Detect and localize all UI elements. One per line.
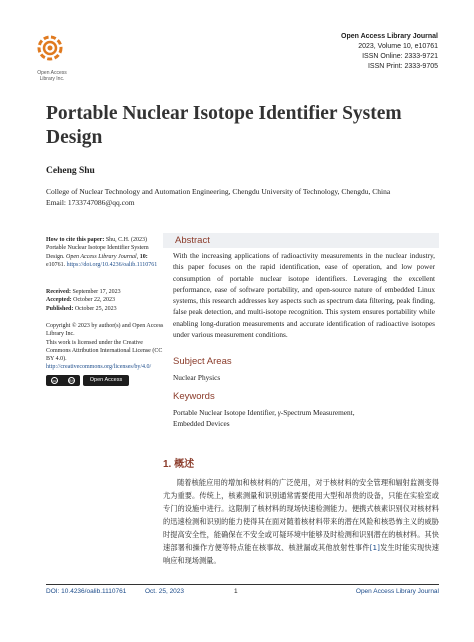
section-1-text — [163, 476, 439, 567]
issn-online: ISSN Online: 2333-9721 — [362, 53, 438, 60]
citation-block — [46, 236, 166, 269]
by-icon: BY — [69, 378, 75, 383]
subject-text: Nuclear Physics — [173, 373, 221, 382]
dates-block — [46, 288, 166, 313]
journal-volume: 2023, Volume 10, e10761 — [358, 43, 438, 50]
open-access-badge[interactable]: Open Access — [83, 375, 129, 386]
author-name: Ceheng Shu — [46, 166, 95, 176]
paper-title: Portable Nuclear Isotope Identifier System Design — [46, 103, 402, 148]
cite-eid: e10761. — [46, 261, 66, 268]
cc-icon: cc — [52, 378, 57, 383]
abstract-heading: Abstract — [175, 235, 210, 246]
license-block — [46, 322, 166, 372]
keyword-3: Embedded Devices — [173, 419, 230, 429]
cite-doi-link[interactable]: https://doi.org/10.4236/oalib.1110761 — [66, 261, 158, 268]
received-label: Received: — [46, 289, 71, 295]
cite-journal: Open Access Library Journal, — [66, 253, 139, 260]
license-url-link[interactable]: http://creativecommons.org/licenses/by/4.0/ — [46, 364, 152, 371]
received-date: September 17, 2023 — [72, 289, 121, 295]
author-affiliation — [46, 186, 446, 208]
page-number: 1 — [234, 588, 238, 595]
keyword-1: Portable Nuclear Isotope Identifier, — [173, 408, 278, 417]
keywords-heading: Keywords — [173, 391, 215, 402]
abstract-text: With the increasing applications of radioactivity measurements in the nuclear industry, this paper focuses on the rapid identification, ease of operation, and low power consumption of portable nuclear isotope identifiers. Leveraging the excellent performance, ease of software portability, and open-source nature of embedded Linux systems, this research addresses key aspects such as spectrum data filtering, peak finding, false peak detection, and multi-isotope recognition. This system ensures portability while enabling long-duration measurements and accurate identification of radioactive isotopes under various measurement conditions. — [173, 251, 435, 340]
published-label: Published: — [46, 305, 74, 312]
subject-heading: Subject Areas — [173, 356, 232, 367]
footer-divider — [46, 584, 439, 585]
license-text: This work is licensed under the Creative Commons Attribution International License (CC BY 4.0). — [46, 339, 163, 363]
journal-info — [341, 32, 438, 72]
keyword-gamma: γ — [277, 408, 281, 417]
affiliation-text: College of Nuclear Technology and Automation Engineering, Chengdu University of Technology, Chengdu, China — [46, 187, 391, 196]
keyword-2: -Spectrum Measurement, — [280, 408, 355, 417]
logo-text: Open Access Library Inc. — [37, 70, 67, 82]
received-row — [46, 288, 166, 296]
footer-journal: Open Access Library Journal — [355, 588, 439, 595]
copyright-text: Copyright © 2023 by author(s) and Open Access Library Inc. — [46, 323, 164, 338]
cite-text: Shu, C.H. (2023) Portable Nuclear Isotope Identifier System Design. — [46, 237, 149, 260]
oalib-logo-icon — [35, 34, 65, 74]
cite-volume: 10: — [139, 253, 148, 260]
accepted-label: Accepted: — [46, 297, 72, 304]
section-1-heading: 1. 概述 — [163, 459, 195, 470]
author-email: Email: 1733747086@qq.com — [46, 198, 135, 207]
published-row — [46, 305, 166, 313]
cite-label: How to cite this paper: — [46, 237, 105, 243]
published-date: October 25, 2023 — [74, 305, 117, 312]
accepted-date: October 22, 2023 — [73, 297, 115, 304]
issn-print: ISSN Print: 2333-9705 — [367, 63, 438, 70]
cc-by-badge[interactable] — [46, 375, 80, 386]
section-1-text-part-1: 随着核能应用的增加和核材料的广泛使用，对于核材料的安全管理和辐射监测变得尤为重要。传统上，核素测量和识别通常需要使用大型和昂贵的设备，只能在实验室或专门的设施中进行。这限制了核材料的现场快速检测能力。便携式核素识别仪对核材料的迅速检测和识别的能力使得其在面对随着核材料带来的潜在风险和核恐怖主义的威胁时提高安全性，能确保在不安全或可疑环境中能够及时检测和识别潜在的核材料。其快速部署和操作方便等特点能在核事故、核泄漏或其他放射性事件 — [163, 478, 439, 552]
keywords-text — [173, 407, 435, 430]
footer-doi[interactable]: DOI: 10.4236/oalib.1110761 — [46, 588, 127, 595]
section-1-text-part-2: 发生时能实现快速响应和现场测量。 — [163, 543, 439, 565]
accepted-row — [46, 296, 166, 304]
footer-date: Oct. 25, 2023 — [145, 588, 185, 595]
reference-link[interactable]: [1] — [369, 543, 380, 552]
journal-name: Open Access Library Journal — [341, 33, 438, 40]
